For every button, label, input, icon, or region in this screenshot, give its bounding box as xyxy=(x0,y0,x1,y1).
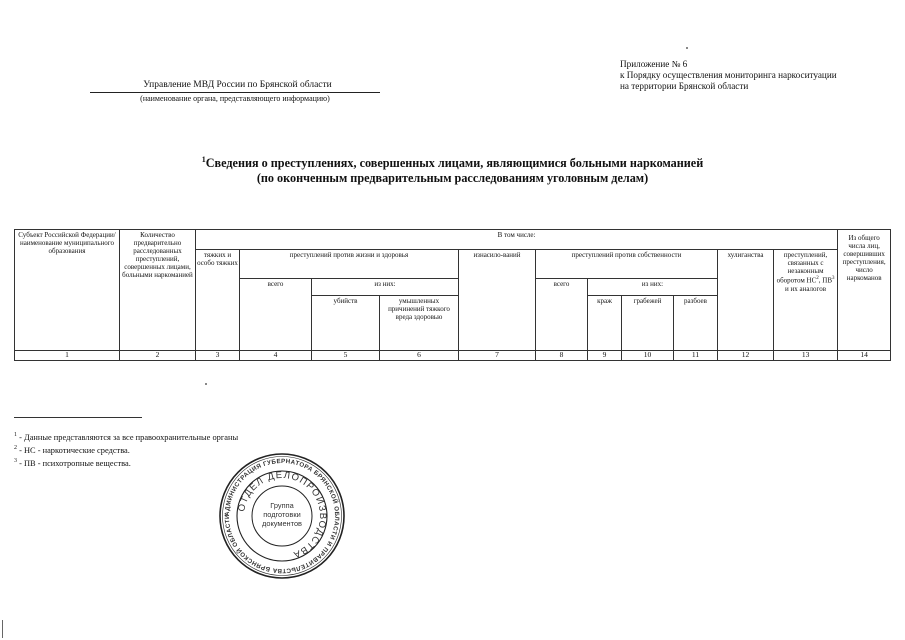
scan-edge-mark xyxy=(2,620,3,638)
header-grave-crimes: тяжких и особо тяжких xyxy=(196,250,240,350)
drug-crimes-footnote-2: 2 xyxy=(816,276,819,282)
header-murders: убийств xyxy=(312,295,380,350)
stamp-outer-text: АДМИНИСТРАЦИЯ ГУБЕРНАТОРА БРЯНСКОЙ ОБЛАСТИ И ПРАВИТЕЛЬСТВА БРЯНСКОЙ ОБЛАСТИ xyxy=(223,457,341,575)
column-number: 4 xyxy=(240,350,312,360)
title-footnote-mark: 1 xyxy=(201,155,206,164)
column-number: 10 xyxy=(622,350,674,360)
appendix-reference xyxy=(620,59,837,92)
drug-crimes-footnote-3: 3 xyxy=(832,276,835,282)
footnote-text: - ПВ - психотропные вещества. xyxy=(17,458,131,468)
footnote-text: - НС - наркотические средства. xyxy=(17,445,130,455)
header-property: преступлений против собственности xyxy=(536,250,718,279)
stamp-center-line: документов xyxy=(262,519,302,528)
header-hooliganism: хулиганства xyxy=(718,250,774,350)
header-against-life: преступлений против жизни и здоровья xyxy=(240,250,459,279)
official-stamp-icon xyxy=(218,452,346,580)
footnote-separator xyxy=(14,417,142,418)
header-property-total: всего xyxy=(536,279,588,351)
footnote-mark: 2 xyxy=(14,444,17,451)
title-line-1 xyxy=(100,152,805,171)
column-number: 9 xyxy=(588,350,622,360)
scan-speck xyxy=(686,47,688,49)
header-drug-crimes xyxy=(774,250,838,350)
appendix-line: на территории Брянской области xyxy=(620,81,749,91)
header-subject: Субъект Российской Федерации/ наименование муниципального образования xyxy=(15,230,120,351)
footnotes xyxy=(14,430,238,468)
stamp-inner-text: ОТДЕЛ ДЕЛОПРОИЗВОДСТВА xyxy=(236,469,329,561)
column-numbers-row xyxy=(15,350,891,360)
header-in-total: В том числе: xyxy=(196,230,838,250)
column-number: 8 xyxy=(536,350,588,360)
column-number: 14 xyxy=(838,350,891,360)
footnote-2 xyxy=(14,443,238,456)
scan-speck xyxy=(205,383,207,385)
header-addicts-count: Из общего числа лиц, совершивших преступления, число наркоманов xyxy=(838,230,891,351)
header-rape: изнасило-ваний xyxy=(459,250,536,350)
header-robbery: грабежей xyxy=(622,295,674,350)
footnote-3 xyxy=(14,456,238,469)
appendix-line: Приложение № 6 xyxy=(620,59,688,69)
header-total-crimes: Количество предварительно расследованных преступлений, совершенных лицами, больными наркоманией xyxy=(120,230,196,351)
document-title xyxy=(100,152,805,186)
appendix-line: к Порядку осуществления мониторинга наркоситуации xyxy=(620,70,837,80)
organization-caption: (наименование органа, представляющего информацию) xyxy=(140,94,330,103)
drug-crimes-text: преступлений, связанных с незаконным оборотом НС xyxy=(776,251,828,285)
title-text: Сведения о преступлениях, совершенных лицами, являющимися больными наркоманией xyxy=(205,156,704,171)
footnote-mark: 1 xyxy=(14,432,17,438)
column-number: 6 xyxy=(380,350,459,360)
column-number: 2 xyxy=(120,350,196,360)
header-grievous-harm: умышленных причинений тяжкого вреда здоровью xyxy=(380,295,459,350)
organization-name: Управление МВД России по Брянской области xyxy=(143,80,332,90)
organization-underline xyxy=(90,92,380,93)
header-life-of-them: из них: xyxy=(312,279,459,295)
footnote-1 xyxy=(14,430,238,443)
column-number: 7 xyxy=(459,350,536,360)
drug-crimes-text-pv: , ПВ xyxy=(818,276,833,285)
header-life-total: всего xyxy=(240,279,312,351)
report-table xyxy=(14,229,891,361)
stamp-center-line: Группа xyxy=(270,501,294,510)
column-number: 3 xyxy=(196,350,240,360)
column-number: 5 xyxy=(312,350,380,360)
header-theft: краж xyxy=(588,295,622,350)
column-number: 13 xyxy=(774,350,838,360)
footnote-text: - Данные представляются за все правоохранительные органы xyxy=(17,432,239,442)
header-property-of-them: из них: xyxy=(588,279,718,295)
column-number: 11 xyxy=(674,350,718,360)
stamp-center-line: подготовки xyxy=(263,510,301,519)
drug-crimes-text-analogs: и их аналогов xyxy=(785,284,827,293)
column-number: 12 xyxy=(718,350,774,360)
header-brigandage: разбоев xyxy=(674,295,718,350)
footnote-mark: 3 xyxy=(14,457,17,464)
title-line-2: (по оконченным предварительным расследованиям уголовным делам) xyxy=(256,171,649,186)
column-number: 1 xyxy=(15,350,120,360)
